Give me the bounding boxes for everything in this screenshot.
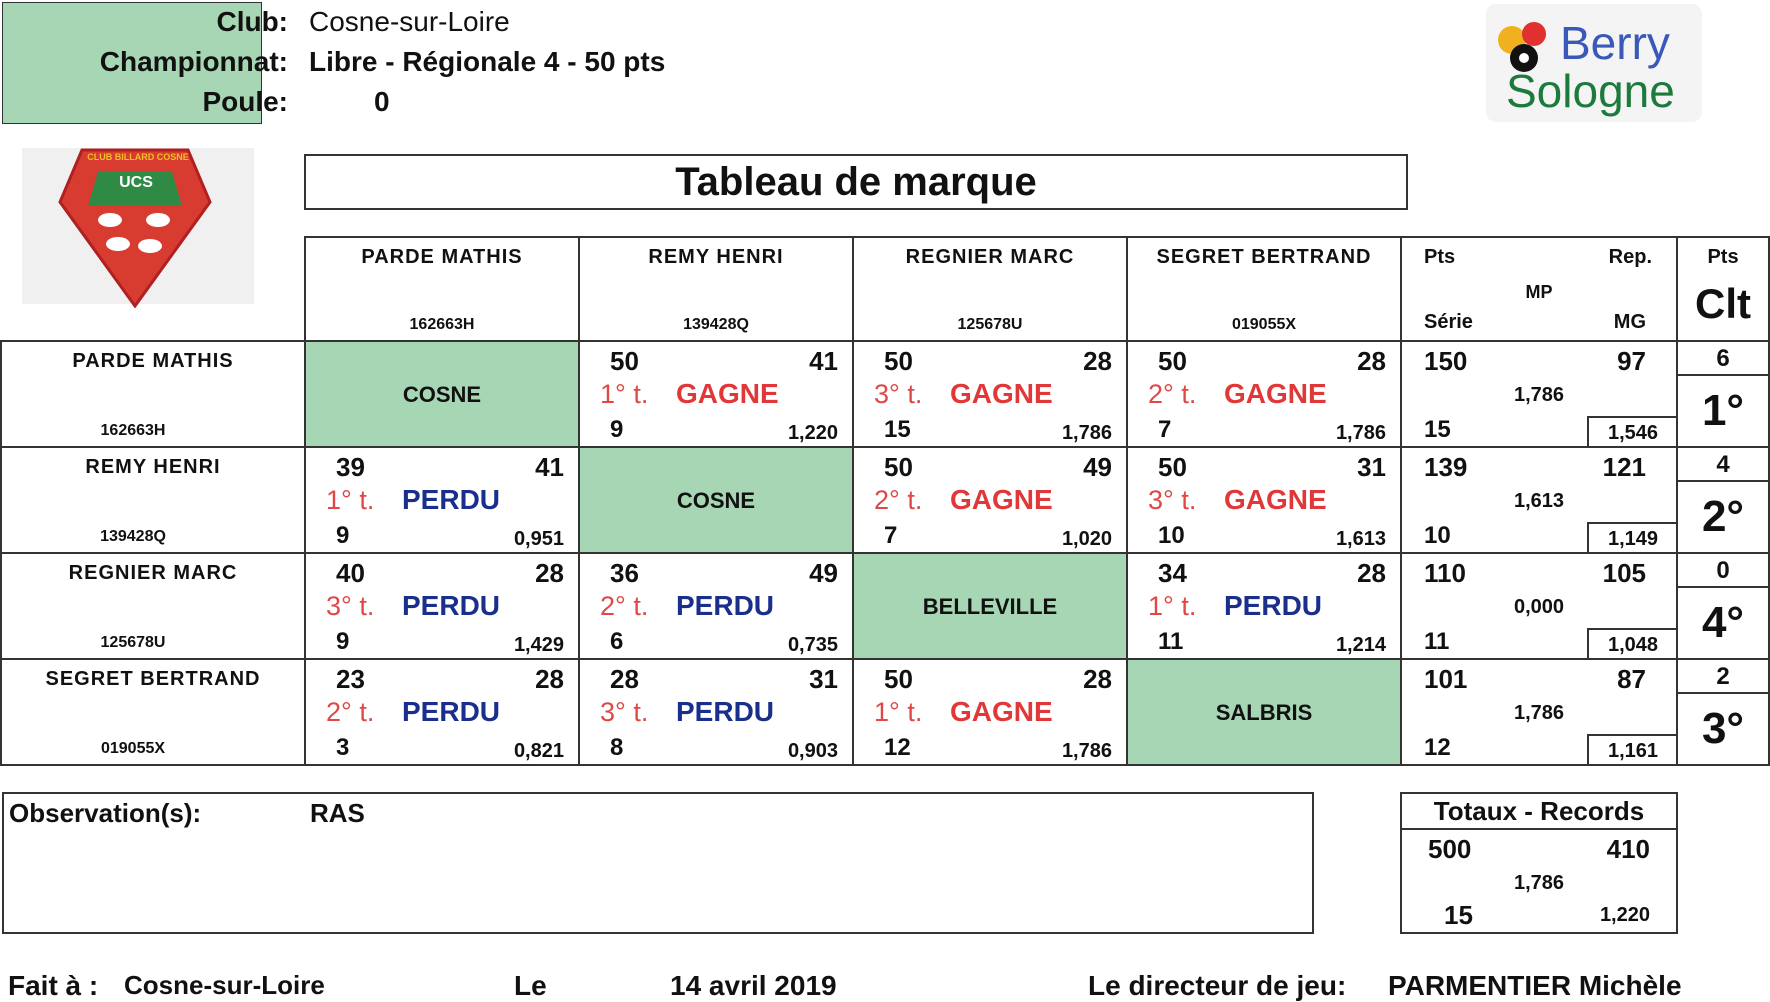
totals-mp: 1,786: [1513, 872, 1565, 894]
column-player-license: 162663H: [409, 316, 475, 333]
venue-name: SALBRIS: [1215, 700, 1313, 725]
match-innings: 28: [1357, 558, 1386, 588]
general-average: 1,161: [1587, 734, 1677, 764]
header-row: [1, 237, 1769, 341]
classification-cell: [1677, 341, 1769, 447]
match-result: PERDU: [676, 696, 775, 727]
best-average: 0,000: [1513, 596, 1565, 618]
venue-name: COSNE: [402, 382, 482, 407]
corner-cell: [1, 237, 305, 341]
player-row: [1, 447, 1769, 553]
match-cell: [305, 659, 579, 765]
match-points: 50: [884, 664, 913, 694]
match-average: 1,220: [787, 422, 838, 444]
match-result: PERDU: [676, 590, 775, 621]
match-innings: 31: [1357, 452, 1386, 482]
row-player-name: PARDE MATHIS: [72, 350, 234, 372]
match-points: 28: [610, 664, 639, 694]
player-stats-cell: [1401, 659, 1677, 765]
page-title: Tableau de marque: [304, 154, 1408, 210]
row-player-name: SEGRET BERTRAND: [45, 668, 261, 690]
match-average: 0,903: [787, 740, 838, 762]
row-player-license: 139428Q: [100, 528, 166, 545]
match-points: 39: [336, 452, 365, 482]
match-cell: [1127, 553, 1401, 659]
total-points: 150: [1424, 346, 1468, 376]
fait-value: Cosne-sur-Loire: [124, 970, 325, 1000]
match-average: 1,786: [1061, 422, 1112, 444]
column-player-name: PARDE MATHIS: [361, 246, 523, 268]
venue-name: BELLEVILLE: [922, 594, 1058, 619]
row-player-header: [1, 553, 305, 659]
observation-value: RAS: [310, 798, 365, 828]
diagonal-cell: [579, 447, 853, 553]
match-average: 0,821: [513, 740, 564, 762]
totals-records-box: [1400, 792, 1678, 934]
match-round: 3° t.: [600, 697, 649, 727]
venue-name: COSNE: [676, 488, 756, 513]
class-header-pts: Pts: [1707, 246, 1739, 268]
match-result: GAGNE: [1224, 378, 1327, 409]
match-result: GAGNE: [1224, 484, 1327, 515]
column-player-license: 125678U: [957, 316, 1023, 333]
le-label: Le: [514, 970, 547, 1001]
match-serie: 10: [1158, 522, 1185, 549]
player-row: [1, 659, 1769, 765]
match-points-total: 2: [1678, 660, 1768, 694]
match-innings: 49: [1083, 452, 1112, 482]
match-cell: [853, 447, 1127, 553]
classification-cell: [1677, 447, 1769, 553]
best-average: 1,786: [1513, 702, 1565, 724]
general-average: 1,546: [1587, 416, 1677, 446]
poule-label: Poule:: [202, 86, 288, 117]
match-round: 1° t.: [874, 697, 923, 727]
match-cell: [1127, 341, 1401, 447]
classification-cell: [1677, 553, 1769, 659]
match-round: 2° t.: [600, 591, 649, 621]
match-round: 3° t.: [326, 591, 375, 621]
club-label: Club:: [216, 6, 288, 37]
column-header: [305, 237, 579, 341]
best-average: 1,786: [1513, 384, 1565, 406]
directeur-value: PARMENTIER Michèle: [1388, 970, 1682, 1001]
totals-title: Totaux - Records: [1402, 794, 1676, 830]
totals-mg: 1,220: [1599, 904, 1650, 926]
match-points-total: 4: [1678, 448, 1768, 482]
match-result: GAGNE: [676, 378, 779, 409]
match-average: 1,786: [1061, 740, 1112, 762]
match-cell: [579, 341, 853, 447]
column-header: [1127, 237, 1401, 341]
match-points: 50: [1158, 452, 1187, 482]
match-round: 2° t.: [1148, 379, 1197, 409]
final-rank: 4°: [1701, 598, 1745, 647]
row-player-license: 019055X: [100, 740, 166, 757]
general-average: 1,149: [1587, 522, 1677, 552]
column-header: [853, 237, 1127, 341]
match-innings: 41: [535, 452, 564, 482]
totals-pts: 500: [1428, 834, 1472, 864]
column-player-name: REMY HENRI: [648, 246, 784, 268]
diagonal-cell: [853, 553, 1127, 659]
poule-value: 0: [374, 86, 390, 117]
stats-header-mg: MG: [1613, 311, 1646, 333]
score-table: [0, 236, 1770, 766]
match-average: 1,613: [1335, 528, 1386, 550]
match-serie: 9: [336, 628, 350, 655]
stats-header-mp: MP: [1525, 282, 1553, 302]
final-rank: 3°: [1701, 704, 1745, 753]
player-row: [1, 553, 1769, 659]
match-serie: 8: [610, 734, 624, 761]
match-cell: [305, 447, 579, 553]
match-innings: 28: [535, 558, 564, 588]
row-player-header: [1, 659, 305, 765]
stats-header-serie: Série: [1424, 311, 1473, 333]
match-result: GAGNE: [950, 484, 1053, 515]
diagonal-cell: [1127, 659, 1401, 765]
match-innings: 31: [809, 664, 838, 694]
berry-text: Berry: [1560, 17, 1670, 69]
match-round: 2° t.: [874, 485, 923, 515]
final-rank: 1°: [1701, 386, 1745, 435]
match-innings: 28: [535, 664, 564, 694]
total-points: 139: [1424, 452, 1468, 482]
match-points: 34: [1158, 558, 1187, 588]
final-rank: 2°: [1701, 492, 1745, 541]
match-cell: [305, 553, 579, 659]
match-innings: 49: [809, 558, 838, 588]
row-player-header: [1, 341, 305, 447]
match-serie: 12: [884, 734, 911, 761]
match-points-total: 6: [1678, 342, 1768, 376]
total-innings: 121: [1602, 452, 1646, 482]
match-round: 1° t.: [1148, 591, 1197, 621]
total-innings: 97: [1617, 346, 1646, 376]
observation-box: [2, 792, 1314, 934]
total-innings: 105: [1602, 558, 1646, 588]
match-result: PERDU: [402, 590, 501, 621]
stats-header-pts: Pts: [1424, 246, 1456, 268]
column-player-name: SEGRET BERTRAND: [1156, 246, 1372, 268]
match-average: 0,735: [787, 634, 838, 656]
match-cell: [853, 341, 1127, 447]
best-serie: 10: [1424, 522, 1451, 549]
total-points: 101: [1424, 664, 1468, 694]
classification-cell: [1677, 659, 1769, 765]
match-points: 50: [884, 452, 913, 482]
match-innings: 28: [1083, 664, 1112, 694]
match-result: PERDU: [1224, 590, 1323, 621]
best-serie: 15: [1424, 416, 1451, 443]
match-round: 1° t.: [600, 379, 649, 409]
match-average: 1,020: [1061, 528, 1112, 550]
observation-label: Observation(s):: [9, 798, 202, 828]
sologne-text: Sologne: [1506, 65, 1675, 117]
match-points: 36: [610, 558, 639, 588]
row-player-license: 125678U: [100, 634, 166, 651]
match-serie: 11: [1158, 628, 1184, 655]
totals-serie: 15: [1444, 900, 1473, 930]
stats-header: [1401, 237, 1677, 341]
totals-rep: 410: [1606, 834, 1650, 864]
best-serie: 11: [1424, 628, 1450, 655]
match-average: 1,786: [1335, 422, 1386, 444]
berry-sologne-logo: [1486, 4, 1702, 122]
match-result: GAGNE: [950, 696, 1053, 727]
match-points: 50: [610, 346, 639, 376]
match-innings: 28: [1357, 346, 1386, 376]
match-serie: 6: [610, 628, 624, 655]
match-serie: 3: [336, 734, 350, 761]
match-average: 1,429: [513, 634, 564, 656]
total-innings: 87: [1617, 664, 1646, 694]
row-player-name: REMY HENRI: [85, 456, 221, 478]
fait-label: Fait à :: [8, 970, 99, 1001]
match-average: 0,951: [513, 528, 564, 550]
column-player-name: REGNIER MARC: [905, 246, 1075, 268]
match-result: PERDU: [402, 696, 501, 727]
diagonal-cell: [305, 341, 579, 447]
match-points: 40: [336, 558, 365, 588]
match-cell: [853, 659, 1127, 765]
match-innings: 28: [1083, 346, 1112, 376]
total-points: 110: [1424, 558, 1466, 588]
player-row: [1, 341, 1769, 447]
match-result: GAGNE: [950, 378, 1053, 409]
match-points: 50: [1158, 346, 1187, 376]
player-stats-cell: [1401, 553, 1677, 659]
ucs-text: UCS: [119, 174, 153, 191]
player-stats-cell: [1401, 447, 1677, 553]
stats-header-rep: Rep.: [1608, 246, 1652, 268]
match-cell: [579, 553, 853, 659]
row-player-header: [1, 447, 305, 553]
match-points: 50: [884, 346, 913, 376]
player-stats-cell: [1401, 341, 1677, 447]
championnat-value: Libre - Régionale 4 - 50 pts: [309, 46, 666, 77]
match-round: 2° t.: [326, 697, 375, 727]
ucs-ring-text: CLUB BILLARD COSNE: [87, 152, 189, 162]
date-value: 14 avril 2019: [670, 970, 837, 1001]
match-serie: 7: [1158, 416, 1172, 443]
match-average: 1,214: [1335, 634, 1386, 656]
match-serie: 9: [336, 522, 350, 549]
championnat-label: Championnat:: [99, 46, 288, 77]
match-serie: 15: [884, 416, 911, 443]
column-player-license: 019055X: [1231, 316, 1297, 333]
club-value: Cosne-sur-Loire: [309, 6, 510, 37]
general-average: 1,048: [1587, 628, 1677, 658]
class-header: [1677, 237, 1769, 341]
match-points: 23: [336, 664, 365, 694]
match-round: 3° t.: [1148, 485, 1197, 515]
column-header: [579, 237, 853, 341]
row-player-license: 162663H: [100, 422, 166, 439]
match-cell: [1127, 447, 1401, 553]
match-serie: 9: [610, 416, 624, 443]
best-average: 1,613: [1513, 490, 1565, 512]
match-cell: [579, 659, 853, 765]
match-points-total: 0: [1678, 554, 1768, 588]
class-header-clt: Clt: [1695, 280, 1751, 327]
match-round: 1° t.: [326, 485, 375, 515]
column-player-license: 139428Q: [683, 316, 749, 333]
match-round: 3° t.: [874, 379, 923, 409]
match-serie: 7: [884, 522, 898, 549]
match-innings: 41: [809, 346, 838, 376]
match-result: PERDU: [402, 484, 501, 515]
row-player-name: REGNIER MARC: [68, 562, 238, 584]
directeur-label: Le directeur de jeu:: [1088, 970, 1347, 1001]
best-serie: 12: [1424, 734, 1451, 761]
